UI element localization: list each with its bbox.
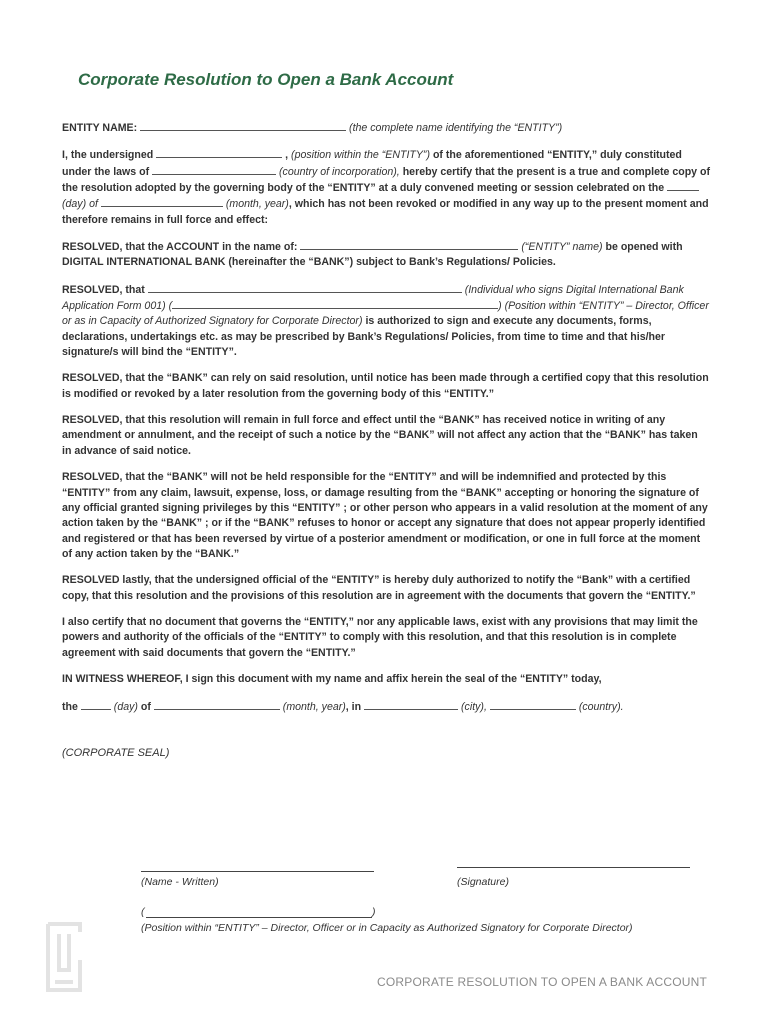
para2-text-c: be opened with DIGITAL INTERNATIONAL BANK (hereinafter the “BANK”) subject to Bank’s Regulations/ Policies. (62, 241, 683, 269)
name-written-label: (Name - Written) (141, 876, 219, 888)
month-year-hint: (month, year) (225, 198, 289, 211)
document-body (62, 120, 710, 727)
signatory-hint: (Individual who signs Digital International Bank Application Form 001) ( (62, 283, 684, 313)
date-of: of (140, 701, 151, 714)
name-written-line[interactable] (141, 871, 374, 872)
position-line[interactable] (146, 917, 372, 918)
position-label: (Position within “ENTITY” – Director, Officer or in Capacity as Authorized Signatory for Corporate Director) (141, 922, 633, 934)
meeting-month-year-field[interactable] (101, 196, 223, 207)
position-line-open: ( (141, 906, 145, 918)
footer-title: CORPORATE RESOLUTION TO OPEN A BANK ACCOUNT (377, 975, 707, 989)
undersigned-name-field[interactable] (156, 147, 282, 158)
signatory-name-field[interactable] (148, 282, 462, 293)
document-title: Corporate Resolution to Open a Bank Account (78, 70, 454, 89)
bank-logo-icon (44, 920, 84, 994)
signing-month-year-field[interactable] (154, 699, 280, 710)
day-hint: (day) (62, 198, 87, 211)
resolution-reliance-paragraph: RESOLVED, that the “BANK” can rely on said resolution, until notice has been made through a certified copy that this resolution is modified or revoked by a later resolution from the governing body of this “ENTITY.” (62, 372, 709, 400)
signatory-position-field[interactable] (172, 298, 498, 309)
para1-text-a: I, the undersigned (62, 149, 154, 162)
entity-name-field[interactable] (140, 120, 346, 131)
para1-text-f: hereby certify that the present is a true and complete copy of the resolution adopted by the governing body of the “ENTITY” at a duly convened meeting or session celebrated on the (62, 165, 710, 195)
meeting-day-field[interactable] (667, 180, 699, 191)
signing-city-hint: (city), (461, 701, 487, 714)
corporate-seal-label: (CORPORATE SEAL) (62, 747, 170, 759)
signature-line[interactable] (457, 867, 690, 868)
country-of-incorporation-field[interactable] (152, 164, 276, 175)
para2-text-a: RESOLVED, that the ACCOUNT in the name of: (62, 241, 298, 254)
entity-name-hint: (the complete name identifying the “ENTITY”) (349, 122, 563, 134)
entity-name-hint-2: (“ENTITY” name) (521, 241, 603, 254)
signing-country-hint: (country). (578, 701, 624, 714)
para3-text-a: RESOLVED, that (62, 283, 145, 296)
date-in: , in (345, 701, 362, 714)
resolution-indemnity-paragraph: RESOLVED, that the “BANK” will not be held responsible for the “ENTITY” and will be indemnified and protected by this “ENTITY” from any claim, lawsuit, expense, loss, or damage resulting from the “BANK” accepting or honoring the signature of any official granted signing privileges by this “ENTITY” ; or other person who appears in a valid resolution at the moment of any action taken by the “BANK” ; or if the “BANK” refuses to honor or accept any signature that does not appear properly identified and registered or that has been reversed by virtue of a posterior amendment or modification, or one in full force at the moment of any action taken by the “BANK.” (62, 471, 708, 561)
entity-name-line (62, 120, 710, 136)
resolution-notify-paragraph: RESOLVED lastly, that the undersigned official of the “ENTITY” is hereby duly authorized to notify the “Bank” with a certified copy, that this resolution and the provisions of this resolution are in agreement with the documents that govern the “ENTITY.” (62, 574, 696, 602)
signing-city-field[interactable] (364, 699, 458, 710)
resolution-signatory-paragraph (62, 282, 710, 361)
signing-month-year-hint: (month, year) (282, 701, 346, 714)
signing-day-field[interactable] (81, 699, 111, 710)
account-entity-name-field[interactable] (300, 239, 518, 250)
signatory-position-hint: ) (Position within “ENTITY” – Director, Officer or as in Capacity of Authorized Signatory for Corporate Director) (62, 300, 709, 328)
para1-text-j: , which has not been revoked or modified in any way up to the present moment and therefore remains in full force and effect: (62, 198, 709, 226)
date-place-line (62, 699, 710, 715)
para1-text-b: , (285, 149, 289, 162)
para1-of: of (89, 198, 98, 211)
para1-text-d: of the aforementioned “ENTITY,” duly constituted under the laws of (62, 149, 682, 178)
certification-no-limits-paragraph: I also certify that no document that governs the “ENTITY,” nor any applicable laws, exist with any provisions that may limit the powers and authority of the officials of the “ENTITY” to comply with this resolution, and that this resolution is in complete agreement with said documents that govern the “ENTITY.” (62, 615, 698, 659)
position-line-close: ) (372, 906, 376, 918)
date-the: the (62, 701, 78, 714)
signing-country-field[interactable] (490, 699, 576, 710)
entity-name-label: ENTITY NAME: (62, 122, 138, 134)
country-hint: (country of incorporation), (279, 165, 400, 178)
certification-paragraph (62, 147, 710, 228)
resolution-account-paragraph (62, 239, 710, 271)
signing-day-hint: (day) (113, 701, 138, 714)
witness-paragraph: IN WITNESS WHEREOF, I sign this document with my name and affix herein the seal of the “ENTITY” today, (62, 672, 602, 685)
para3-text-d: is authorized to sign and execute any documents, forms, declarations, undertakings etc. as may be prescribed by Bank’s Regulations/ Policies, from time to time and that his/her signature/s will bind the “ENTITY”. (62, 315, 666, 359)
signature-label: (Signature) (457, 876, 509, 888)
position-hint: (position within the “ENTITY”) (291, 149, 430, 162)
resolution-effect-paragraph: RESOLVED, that this resolution will remain in full force and effect until the “BANK” has received notice in writing of any amendment or annulment, and the receipt of such a notice by the “BANK” will not affect any action that the “BANK” has taken in advance of said notice. (62, 414, 698, 457)
